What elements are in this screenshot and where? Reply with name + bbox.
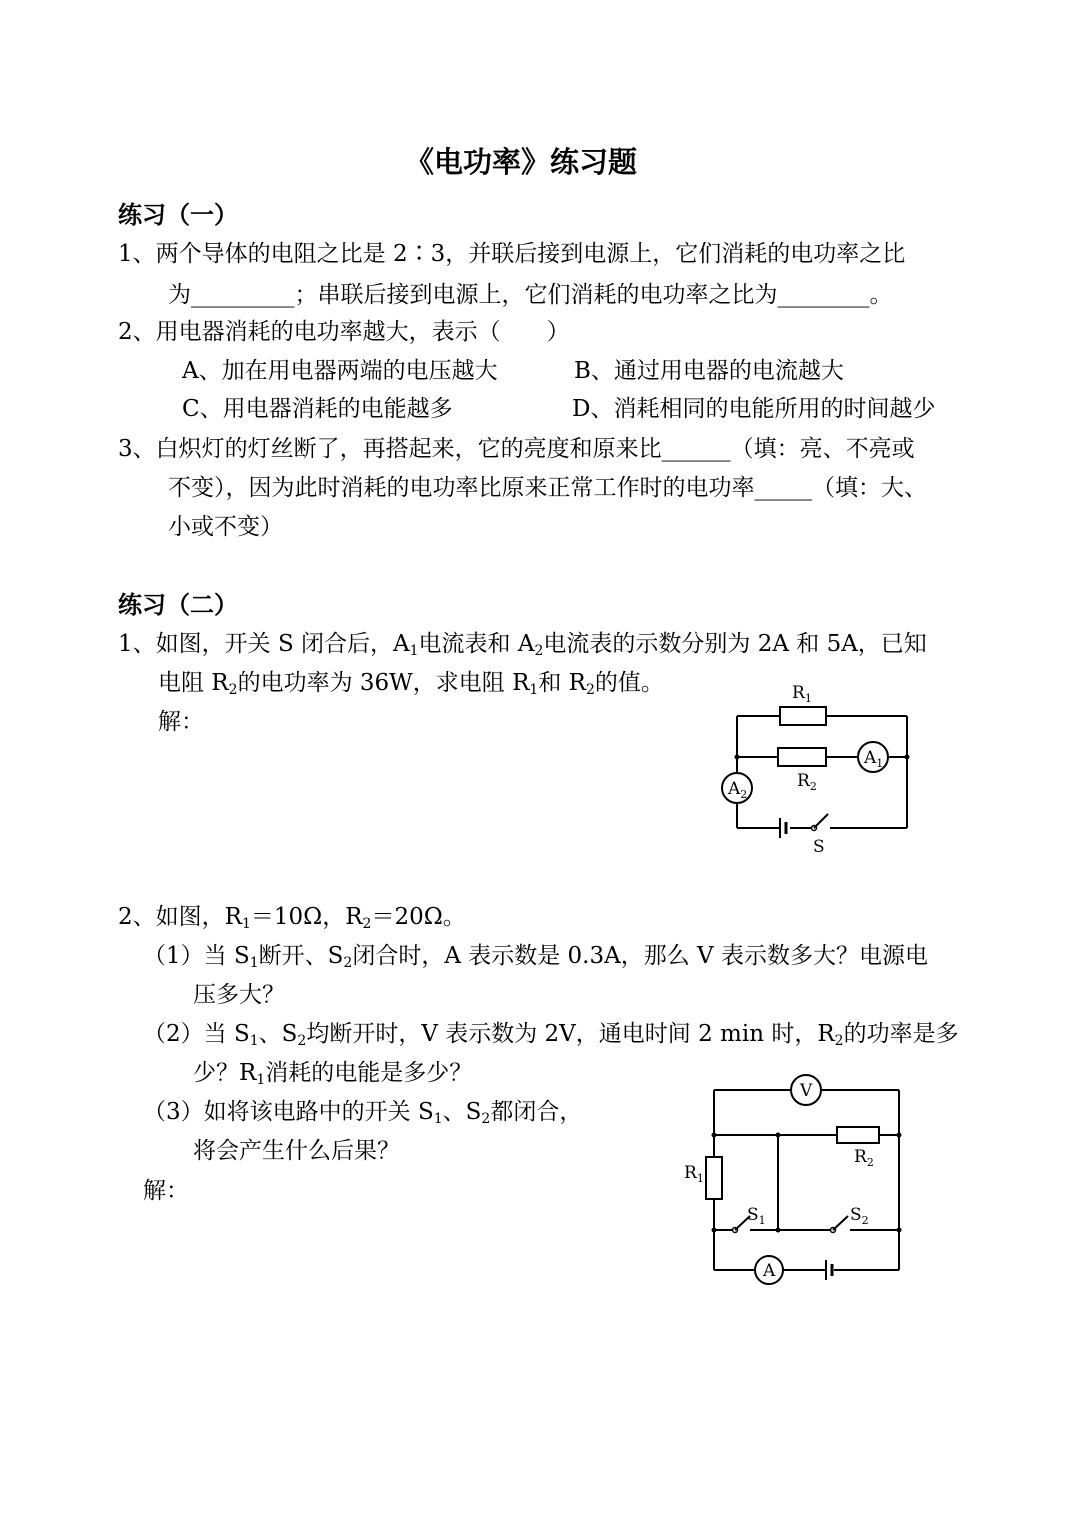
junction-dot: [776, 1228, 781, 1233]
ex2-q2-part3-line1: （3）如将该电路中的开关 $S_1$、$S_2$都闭合，: [143, 1099, 583, 1127]
label-r1: $R_1$: [684, 1163, 704, 1185]
junction-dot: [905, 755, 910, 760]
resistor-r1: [780, 707, 826, 725]
junction-dot: [735, 755, 740, 760]
ex2-q2-part1-line1: （1）当 $S_1$断开、$S_2$闭合时，A 表示数是 0.3A，那么 V 表示数多大？电源电: [143, 943, 928, 971]
page-title: 《电功率》练习题: [405, 145, 638, 179]
ex2-q2-part3-line2: 将会产生什么后果？: [193, 1138, 400, 1164]
junction-dot: [897, 1133, 902, 1138]
ex2-q2-part1-line2: 压多大？: [193, 982, 285, 1008]
label-r1: $R_1$: [792, 683, 812, 705]
label-a: A: [763, 1261, 776, 1281]
ex2-q2-line1: 2、如图，$R_1=10\Omega$，$R_2=20\Omega$。: [118, 904, 466, 932]
junction-dot: [897, 1228, 902, 1233]
exercise-2-heading: 练习（二）: [118, 590, 238, 619]
ex2-q2-answer-label: 解：: [143, 1178, 189, 1204]
junction-dot: [712, 1133, 717, 1138]
ex1-q1-line2: 为_________；串联后接到电源上，它们消耗的电功率之比为________。: [168, 282, 893, 308]
ex1-q1-line1: 1、两个导体的电阻之比是 2∶3，并联后接到电源上，它们消耗的电功率之比: [118, 241, 906, 267]
ex1-q3-line1: 3、白炽灯的灯丝断了，再搭起来，它的亮度和原来比______（填：亮、不亮或: [118, 436, 915, 462]
ex1-q2-stem: 2、用电器消耗的电功率越大，表示（ ）: [118, 319, 570, 345]
label-a2: $A_2$: [728, 779, 748, 801]
ex2-q2-part2-line1: （2）当 $S_1$、$S_2$均断开时，V 表示数为 2V，通电时间 2 min 时，$R_2$的功率是多: [143, 1021, 959, 1049]
ex2-q1-line1: 1、如图，开关 S 闭合后，$A_1$电流表和 $A_2$电流表的示数分别为 2A 和 5A，已知: [118, 631, 927, 659]
resistor-r1: [706, 1157, 722, 1199]
ex1-q2-option-b: B、通过用电器的电流越大: [574, 358, 844, 384]
junction-dot: [776, 1133, 781, 1138]
junction-dot: [712, 1228, 717, 1233]
circuit-diagram-1: [700, 670, 930, 860]
circuit-diagram-2: [670, 1070, 920, 1290]
resistor-r2: [778, 748, 826, 766]
ex1-q2-option-a: A、加在用电器两端的电压越大: [182, 358, 498, 384]
ex1-q2-option-d: D、消耗相同的电能所用的时间越少: [572, 396, 936, 422]
label-r2: $R_2$: [854, 1147, 874, 1169]
resistor-r2: [837, 1127, 879, 1143]
ex1-q2-option-c: C、用电器消耗的电能越多: [182, 396, 453, 422]
exercise-1-heading: 练习（一）: [118, 200, 238, 229]
label-r2: $R_2$: [797, 771, 817, 793]
label-s: S: [813, 837, 825, 857]
ex2-q1-line2: 电阻 $R_2$的电功率为 36W，求电阻 $R_1$和 $R_2$的值。: [158, 670, 664, 698]
label-s2: $S_2$: [850, 1205, 869, 1227]
ex1-q3-line2: 不变），因为此时消耗的电功率比原来正常工作时的电功率_____（填：大、: [168, 475, 927, 501]
ex2-q2-part2-line2: 少？$R_1$消耗的电能是多少？: [193, 1060, 473, 1088]
switch-s2-blade: [833, 1216, 848, 1230]
label-s1: $S_1$: [747, 1205, 766, 1227]
switch-s-blade: [814, 814, 828, 828]
label-a1: $A_1$: [864, 748, 884, 770]
ex1-q3-line3: 小或不变）: [168, 514, 283, 540]
ex2-q1-answer-label: 解：: [158, 709, 204, 735]
label-v: V: [800, 1081, 813, 1101]
